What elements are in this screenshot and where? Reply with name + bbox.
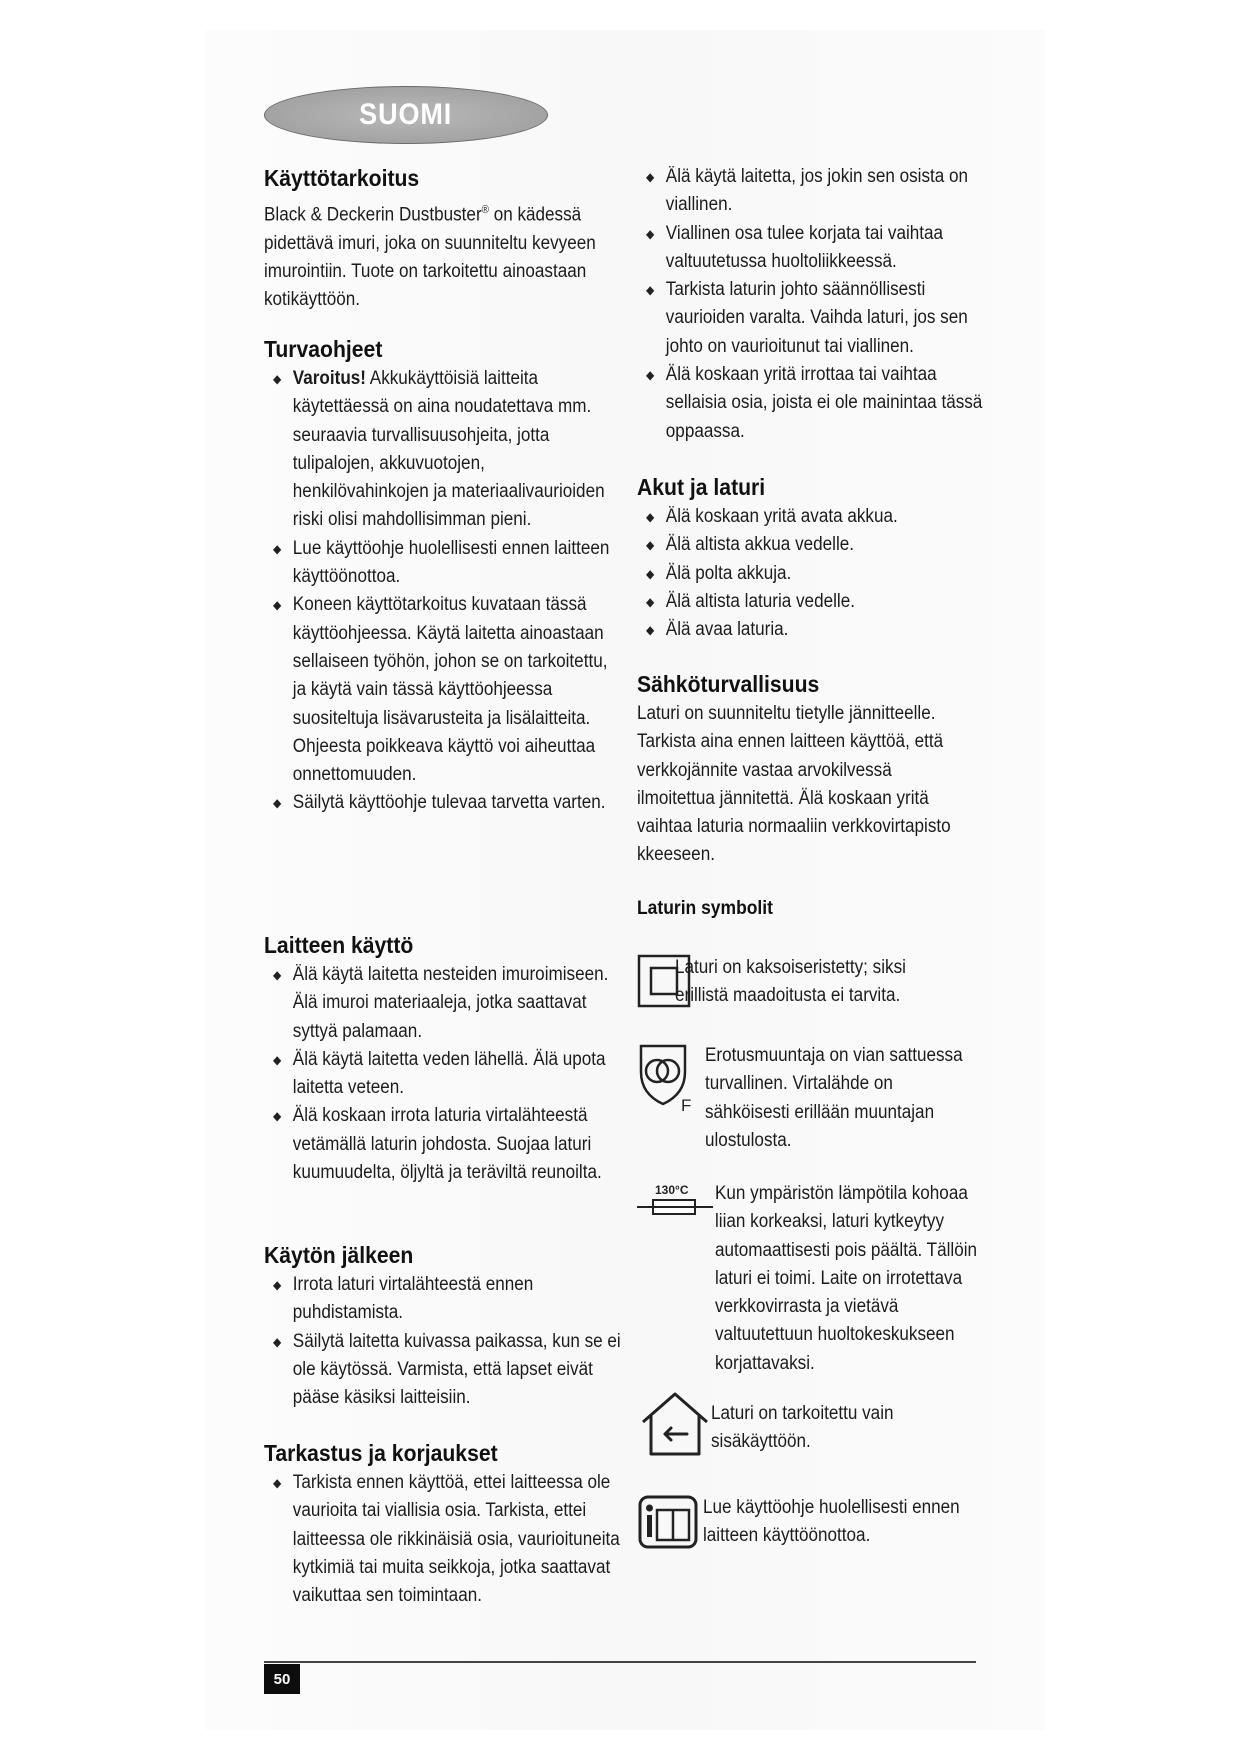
read-manual-icon (637, 1494, 699, 1550)
list-item: ◆ Älä polta akkuja. (637, 560, 997, 588)
safety-transformer-icon (637, 1042, 699, 1112)
safety-heading: Turvaohjeet (264, 336, 383, 362)
safety-list (264, 365, 624, 818)
inspection-list-continued (637, 163, 997, 446)
indoor-use-icon (637, 1388, 711, 1458)
batteries-list (637, 503, 997, 644)
symbol-row (637, 1388, 1007, 1458)
symbol-text: Laturi on kaksoiseristetty; siksi erillistä maadoitusta ei tarvita. (675, 957, 906, 1007)
list-item: ◆ Säilytä käyttöohje tulevaa tarvetta varten. (264, 789, 624, 817)
list-item: ◆ Älä käytä laitetta veden lähellä. Älä upota laitetta veteen. (264, 1046, 624, 1103)
symbol-row (637, 954, 1007, 1014)
using-heading: Laitteen käyttö (264, 932, 414, 958)
list-item: ◆ Älä avaa laturia. (637, 616, 997, 644)
symbol-row (637, 1494, 1007, 1554)
list-item: ◆ Älä altista laturia vedelle. (637, 588, 997, 616)
symbols-heading: Laturin symbolit (637, 898, 773, 919)
language-label: SUOMI (359, 98, 453, 131)
after-use-list (264, 1271, 624, 1412)
list-item: ◆ Tarkista ennen käyttöä, ettei laitteessa ole vaurioita tai viallisia osia. Tarkista, ettei laitteessa ole rikkinäisiä osia, vaurioituneita kytkimiä tai muita seikkoja, jotka saattavat vaikuttaa sen toimintaan. (264, 1469, 624, 1610)
symbol-text: Lue käyttöohje huolellisesti ennen laitteen käyttöönottoa. (703, 1497, 960, 1547)
batteries-heading: Akut ja laturi (637, 474, 766, 500)
list-item: ◆ Älä koskaan yritä irrottaa tai vaihtaa sellaisia osia, joista ei ole mainintaa tässä oppaassa. (637, 361, 997, 446)
symbol-letter: F (681, 1096, 692, 1112)
intended-use-text: Black & Deckerin Dustbuster® on kädessä pidettävä imuri, joka on suunniteltu kevyeen imurointiin. Tuote on tarkoitettu ainoastaan kotikäyttöön. (264, 204, 596, 311)
list-item: ◆ Viallinen osa tulee korjata tai vaihtaa valtuutetussa huoltoliikkeessä. (637, 220, 997, 277)
symbol-label: 130°C (655, 1183, 689, 1197)
inspection-heading: Tarkastus ja korjaukset (264, 1440, 498, 1466)
list-item: ◆ Älä käytä laitetta, jos jokin sen osista on viallinen. (637, 163, 997, 220)
using-list (264, 961, 624, 1187)
inspection-list (264, 1469, 624, 1610)
list-item: ◆ Älä koskaan irrota laturia virtalähteestä vetämällä laturin johdosta. Suojaa laturi kuumuudelta, öljyltä ja teräviltä reunoilta. (264, 1102, 624, 1187)
symbol-row (637, 1042, 1007, 1162)
list-item: ◆ Tarkista laturin johto säännöllisesti vaurioiden varalta. Vaihda laturi, jos sen johto on vaurioitunut tai viallinen. (637, 276, 997, 361)
page-number: 50 (264, 1664, 300, 1694)
list-item: ◆ Älä käytä laitetta nesteiden imuroimiseen. Älä imuroi materiaaleja, jotka saattavat syttyä palamaan. (264, 961, 624, 1046)
after-use-heading: Käytön jälkeen (264, 1242, 414, 1268)
list-item: ◆ Koneen käyttötarkoitus kuvataan tässä käyttöohjeessa. Käytä laitetta ainoastaan sellaiseen työhön, johon se on tarkoitettu, ja käytä vain tässä käyttöohjeessa suositeltuja lisävarusteita ja lisälaitteita. Ohjeesta poikkeava käyttö voi aiheuttaa onnettomuuden. (264, 591, 624, 789)
list-item: ◆ Älä altista akkua vedelle. (637, 531, 997, 559)
list-item: ◆ Irrota laturi virtalähteestä ennen puhdistamista. (264, 1271, 624, 1328)
symbol-row (637, 1180, 1007, 1380)
symbol-text: Kun ympäristön lämpötila kohoaa liian korkeaksi, laturi kytkeytyy automaattisesti pois päältä. Tällöin laturi ei toimi. Laite on irrotettava verkkovirrasta ja vietävä valtuutettuun huoltokeskukseen korjattavaksi. (715, 1183, 978, 1374)
symbol-text: Laturi on tarkoitettu vain sisäkäyttöön. (711, 1403, 894, 1453)
thermal-fuse-icon (637, 1180, 713, 1220)
list-item: ◆ Älä koskaan yritä avata akkua. (637, 503, 997, 531)
symbol-text: Erotusmuuntaja on vian sattuessa turvallinen. Virtalähde on sähköisesti erillään muuntajan ulostulosta. (705, 1045, 963, 1151)
language-badge (264, 86, 548, 144)
list-item: ◆ Varoitus! Akkukäyttöisiä laitteita käytettäessä on aina noudatettava mm. seuraavia turvallisuusohjeita, jotta tulipalojen, akkuvuotojen, henkilövahinkojen ja materiaalivaurioiden riski olisi mahdollisimman pieni. (264, 365, 624, 535)
list-item: ◆ Lue käyttöohje huolellisesti ennen laitteen käyttöönottoa. (264, 535, 624, 592)
footer-divider (264, 1661, 976, 1663)
electrical-heading: Sähköturvallisuus (637, 671, 820, 697)
intended-use-heading: Käyttötarkoitus (264, 165, 420, 191)
electrical-text: Laturi on suunniteltu tietylle jännitteelle. Tarkista aina ennen laitteen käyttöä, että verkkojännite vastaa arvokilvessä ilmoitettua jännitettä. Älä koskaan yritä vaihtaa laturia normaaliin verkkovirtapisto kkeeseen. (637, 703, 951, 866)
list-item: ◆ Säilytä laitetta kuivassa paikassa, kun se ei ole käytössä. Varmista, että lapset eivät pääse käsiksi laitteisiin. (264, 1328, 624, 1413)
